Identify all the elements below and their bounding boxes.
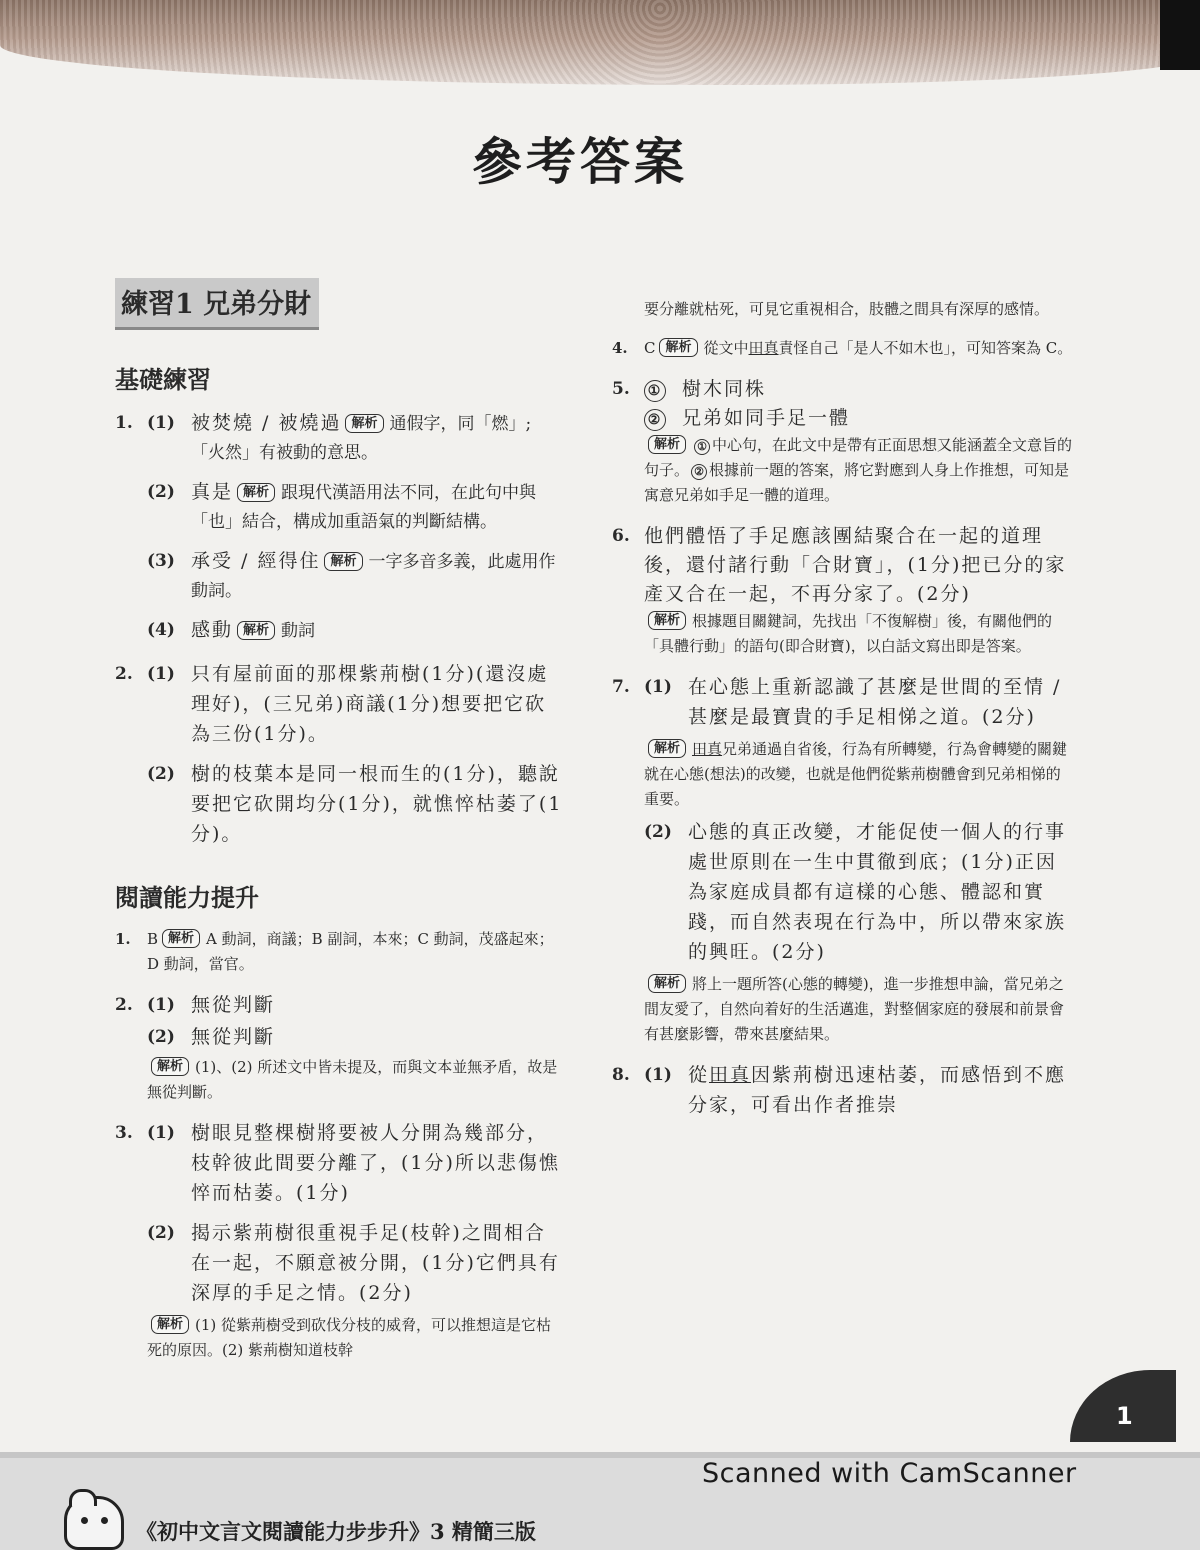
analysis-text: A 動詞，商議；B 副詞，本來；C 動詞，茂盛起來；D 動詞，當官。 <box>147 930 554 973</box>
reading-q5-answer2 <box>644 404 1074 433</box>
basic-q1-part2 <box>147 478 565 537</box>
reading-q3-part1 <box>147 1119 565 1209</box>
exercise-title: 練習1 兄弟分財 <box>115 278 319 330</box>
basic-q1-part3 <box>147 547 565 606</box>
reading-q3 <box>115 1119 565 1363</box>
part-number: (3) <box>147 551 175 571</box>
answer-text: 樹的枝葉本是同一根而生的(1分)，聽說要把它砍開均分(1分)，就憔悴枯萎了(1分)。 <box>191 763 563 845</box>
answer-text: 承受 / 經得住 <box>191 550 321 572</box>
basic-q1-part1 <box>147 409 565 468</box>
analysis-text: 將上一題所答(心態的轉變)，進一步推想申論，當兄弟之間友愛了，自然向着好的生活邁進，對整個家庭的發展和前景會有甚麼影響，帶來甚麼結果。 <box>644 975 1065 1043</box>
analysis-tag: 解析 <box>648 435 686 454</box>
scan-edge <box>1160 0 1200 70</box>
part-number: (1) <box>147 995 175 1015</box>
answer-text: 兄弟如同手足一體 <box>682 407 851 429</box>
basic-practice-heading: 基礎練習 <box>115 365 211 394</box>
basic-q1 <box>115 409 565 646</box>
person-name: 田真 <box>748 339 779 357</box>
reading-q5-answer1 <box>644 375 1074 404</box>
analysis-text: 動詞 <box>281 621 316 641</box>
reading-q7-part1 <box>644 673 1074 733</box>
analysis-tag: 解析 <box>151 1057 189 1076</box>
analysis-text: 一字多音多義，此處用作動詞。 <box>191 552 556 601</box>
question-number: 4. <box>612 339 628 357</box>
circle-number: ① <box>644 380 666 402</box>
reading-q3-analysis-continued: 要分離就枯死，可見它重視相合，肢體之間具有深厚的感情。 <box>644 300 1050 318</box>
answer-text: 無從判斷 <box>191 1026 276 1048</box>
circle-number: ① <box>694 439 710 455</box>
analysis-text: 兄弟通過自省後，行為有所轉變，行為會轉變的關鍵就在心態(想法)的改變，也就是他們從紫荊樹體會到兄弟相悌的重要。 <box>644 740 1068 808</box>
analysis-text: 跟現代漢語用法不同，在此句中與「也」結合，構成加重語氣的判斷結構。 <box>191 483 537 532</box>
answer-text: B <box>147 930 159 948</box>
question-number: 1. <box>115 930 131 948</box>
reading-q5 <box>612 375 1074 508</box>
answer-text: 揭示紫荊樹很重視手足(枝幹)之間相合在一起，不願意被分開，(1分)它們具有深厚的手足之情。(2分) <box>191 1222 560 1304</box>
answer-text: 從 <box>688 1064 710 1086</box>
analysis-text: (1)、(2) 所述文中皆未提及，而與文本並無矛盾，故是無從判斷。 <box>147 1058 558 1101</box>
reading-q8-part1 <box>644 1061 1074 1121</box>
reading-heading: 閱讀能力提升 <box>115 883 259 912</box>
part-number: (2) <box>147 764 175 784</box>
analysis-text: 責怪自己「是人不如木也」，可知答案為 C。 <box>778 339 1073 357</box>
analysis-text: 根據題目關鍵詞，先找出「不復解樹」後，有關他們的「具體行動」的語句(即合財寶)，以白話文寫出即是答案。 <box>644 612 1053 655</box>
reading-q6-analysis <box>644 609 1074 659</box>
reading-q7 <box>612 673 1074 1047</box>
basic-q1-part4 <box>147 616 565 646</box>
circle-number: ② <box>691 464 707 480</box>
question-number: 2. <box>115 664 133 684</box>
mascot-icon <box>64 1496 124 1550</box>
analysis-tag: 解析 <box>237 621 275 640</box>
answer-text: 他們體悟了手足應該團結聚合在一起的道理後，還付諸行動「合財寶」，(1分)把已分的家產又合在一起，不再分家了。(2分) <box>644 525 1067 605</box>
part-number: (2) <box>147 1027 175 1047</box>
analysis-tag: 解析 <box>237 483 275 502</box>
reading-q2-part2 <box>147 1023 565 1053</box>
decorative-header-band <box>0 0 1200 85</box>
reading-q2-analysis <box>147 1055 565 1105</box>
part-number: (1) <box>147 664 175 684</box>
answer-text: 心態的真正改變，才能促使一個人的行事處世原則在一生中貫徹到底；(1分)正因為家庭成員都有這樣的心態、體認和實踐，而自然表現在行為中，所以帶來家族的興旺。(2分) <box>688 821 1067 963</box>
analysis-text: 中心句，在此文中是帶有正面思想又能涵蓋全文意旨的句子。 <box>644 436 1073 479</box>
question-number: 3. <box>115 1123 133 1143</box>
reading-q7-analysis2 <box>644 972 1074 1047</box>
reading-q3-analysis <box>147 1313 565 1363</box>
answer-text: 感動 <box>191 619 234 641</box>
part-number: (2) <box>644 822 672 842</box>
book-title: 《初中文言文閱讀能力步步升》3 精簡三版 <box>136 1519 536 1544</box>
analysis-text: (1) 從紫荊樹受到砍伐分枝的威脅，可以推想這是它枯死的原因。(2) 紫荊樹知道枝幹 <box>147 1316 552 1359</box>
reading-q4 <box>612 336 1074 361</box>
part-number: (4) <box>147 620 175 640</box>
reading-q1 <box>115 927 565 977</box>
part-number: (2) <box>147 1223 175 1243</box>
reading-q2 <box>115 991 565 1105</box>
person-name: 田真 <box>692 740 723 758</box>
analysis-tag: 解析 <box>151 1315 189 1334</box>
circle-number: ② <box>644 409 666 431</box>
right-column <box>612 296 1074 1135</box>
page-title: 參考答案 <box>472 132 688 191</box>
analysis-tag: 解析 <box>162 929 200 948</box>
question-number: 7. <box>612 677 630 697</box>
answer-text: 被焚燒 / 被燒過 <box>191 412 342 434</box>
part-number: (1) <box>644 677 672 697</box>
part-number: (1) <box>147 413 175 433</box>
part-number: (1) <box>147 1123 175 1143</box>
person-name: 田真 <box>709 1064 752 1086</box>
reading-q5-analysis <box>644 433 1074 508</box>
answer-text: 只有屋前面的那棵紫荊樹(1分)(還沒處理好)，(三兄弟)商議(1分)想要把它砍為三份(1分)。 <box>191 663 549 745</box>
analysis-tag: 解析 <box>648 974 686 993</box>
question-number: 1. <box>115 413 133 433</box>
question-number: 2. <box>115 995 133 1015</box>
reading-q6 <box>612 522 1074 659</box>
basic-q2-part2 <box>147 760 565 850</box>
reading-q7-analysis1 <box>644 737 1074 812</box>
left-column <box>115 278 565 1377</box>
answer-text: 樹木同株 <box>682 378 767 400</box>
answer-text: 無從判斷 <box>191 994 276 1016</box>
answer-text: C <box>644 339 656 357</box>
answer-text: 真是 <box>191 481 234 503</box>
part-number: (1) <box>644 1065 672 1085</box>
analysis-text: 通假字，同「燃」;「火然」有被動的意思。 <box>191 414 532 463</box>
part-number: (2) <box>147 482 175 502</box>
question-number: 8. <box>612 1065 630 1085</box>
analysis-tag: 解析 <box>324 552 362 571</box>
analysis-tag: 解析 <box>659 338 697 357</box>
reading-q2-part1 <box>147 991 565 1021</box>
question-number: 5. <box>612 379 630 399</box>
scanner-watermark: Scanned with CamScanner <box>702 1458 1077 1489</box>
question-number: 6. <box>612 526 630 546</box>
analysis-tag: 解析 <box>345 414 383 433</box>
reading-q3-part2 <box>147 1219 565 1309</box>
analysis-tag: 解析 <box>648 739 686 758</box>
basic-q2-part1 <box>147 660 565 750</box>
analysis-text: 根據前一題的答案，將它對應到人身上作推想，可知是寓意兄弟如手足一體的道理。 <box>644 461 1070 504</box>
answer-text: 因紫荊樹迅速枯萎，而感悟到不應分家，可看出作者推崇 <box>688 1064 1067 1116</box>
basic-q2 <box>115 660 565 850</box>
reading-q8 <box>612 1061 1074 1121</box>
reading-q7-part2 <box>644 818 1074 968</box>
answer-text: 在心態上重新認識了甚麼是世間的至情 / 甚麼是最寶貴的手足相悌之道。(2分) <box>688 676 1062 728</box>
analysis-text: 從文中 <box>703 339 749 357</box>
answer-text: 樹眼見整棵樹將要被人分開為幾部分，枝幹彼此間要分離了，(1分)所以悲傷憔悴而枯萎。(1分) <box>191 1122 560 1204</box>
page-number: 1 <box>1116 1402 1133 1430</box>
analysis-tag: 解析 <box>648 611 686 630</box>
